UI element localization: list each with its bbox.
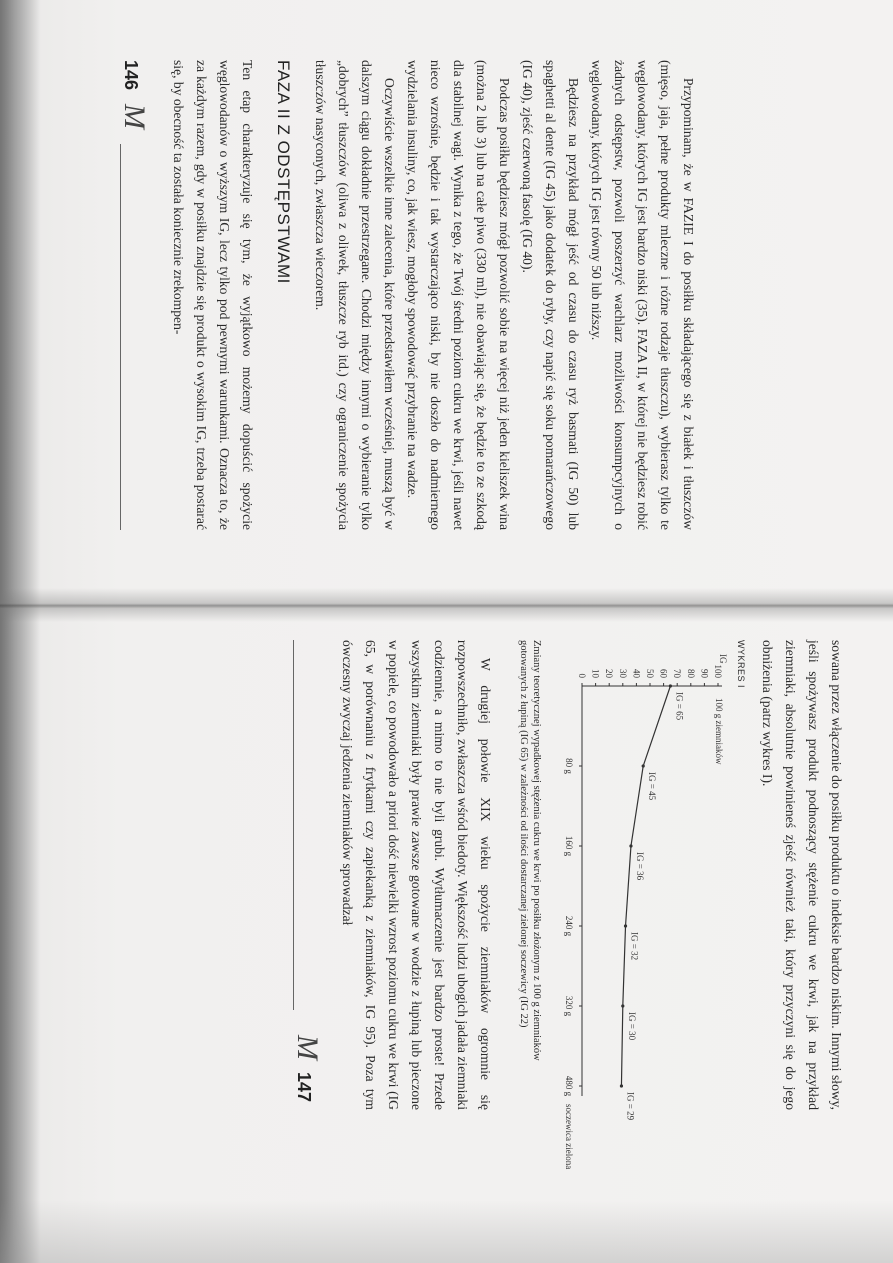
y-tick-label: 0	[577, 673, 587, 678]
page-footer	[109, 60, 149, 530]
y-tick-label: 20	[604, 669, 615, 678]
y-tick-label: 30	[617, 669, 628, 678]
page-147	[118, 640, 848, 1170]
author-monogram: M	[118, 104, 151, 129]
x-tick-label: 480 g	[564, 1075, 574, 1097]
page-number: 147	[294, 1071, 314, 1102]
x-axis-label: soczewica zielona	[564, 1104, 574, 1170]
page-footer	[282, 640, 322, 1110]
page-edge-shadow	[0, 1200, 893, 1263]
y-axis-label: IG	[718, 654, 728, 664]
y-tick-label: 40	[631, 669, 642, 678]
footer-rule	[293, 640, 294, 1010]
chart-top-label: 100 g ziemniaków	[714, 698, 724, 765]
page-146	[100, 60, 700, 530]
data-point-label: IG = 32	[629, 932, 640, 961]
y-tick-label: 90	[699, 669, 710, 678]
y-tick-label: 50	[645, 669, 655, 678]
line-chart	[552, 640, 732, 1170]
data-point	[642, 764, 645, 767]
data-point-label: IG = 45	[647, 772, 658, 801]
data-point	[669, 684, 672, 687]
author-monogram: M	[291, 1035, 324, 1060]
figure	[517, 640, 746, 1170]
y-tick-label: 10	[590, 669, 601, 678]
paragraph-potatoes: W drugiej połowie XIX wieku spożycie ziemniaków ogromnie się rozpowszechniło, zwłaszcza wśród biedoty. Większość ludzi ubogich jadała ziemniaki codziennie, a mimo to nie byli grubi. Wytłumaczenie jest bardzo proste! Przede wszystkim ziemniaki były prawie zawsze gotowane w wodzie z łupiną lub pieczone w popiele, co powodowało a priori dość niewielki wzrost poziomu cukru we krwi (IG 65, w porównaniu z frytkami czy zapiekanką z ziemniaków, IG 95). Poza tym ówczesny zwyczaj jedzenia ziemniaków sprowadzał	[340, 640, 493, 1110]
paragraph-2: Będziesz na przykład mógł jeść od czasu do czasu ryż basmati (IG 50) lub spaghetti al dente (IG 45) jako dodatek do ryby, czy napić się soku pomarańczowego (IG 40), zjeść czerwoną fasolę (IG 40).	[520, 60, 581, 530]
data-point-label: IG = 36	[634, 852, 645, 881]
data-point-label: IG = 29	[625, 1092, 636, 1121]
paragraph-4: Oczywiście wszelkie inne zalecenia, które przedstawiłem wcześniej, muszą być w dalszym ciągu dokładnie przestrzegane. Chodzi między innymi o wybieranie tylko „dobrych” tłuszczów (oliwa z oliwek, tłuszcze ryb itd.) czy ograniczenie spożycia tłuszczów nasyconych, zwłaszcza wieczorem.	[313, 60, 397, 530]
x-tick-label: 320 g	[564, 995, 574, 1017]
paragraph-3: Podczas posiłku będziesz mógł pozwolić sobie na więcej niż jeden kieliszek wina (można 2 lub 3) lub na całe piwo (330 ml), nie obawiając się, że będzie to ze szkodą dla stabilnej wagi. Wynika z tego, że Twój średni poziom cukru we krwi, jeśli nawet nieco wzrośnie, będzie i tak wystarczająco niski, by nie doszło do nadmiernego wydzielania insuliny, co, jak wiesz, mogłoby spowodować przybranie na wadze.	[405, 60, 512, 530]
figure-caption: Zmiany teoretycznej wypadkowej stężenia cukru we krwi po posiłku złożonym z 100 g ziemniaków gotowanych z łupiną (IG 65) w zależności od ilości dostarczanej zielonej soczewicy (IG 22)	[518, 640, 542, 1061]
paragraph-after-heading: Ten etap charakteryzuje się tym, że wyjątkowo możemy dopuścić spożycie węglowodanów o wyższym IG, lecz tylko pod pewnymi warunkami. Oznacza to, że za każdym razem, gdy w posiłku znajdzie się produkt o wysokim IG, trzeba postarać się, by obecność ta została koniecznie zrekompen-	[171, 60, 255, 530]
y-tick-label: 80	[685, 669, 696, 678]
data-point	[629, 844, 632, 847]
data-point-label: IG = 65	[674, 692, 685, 721]
section-heading: FAZA II Z ODSTĘPSTWAMI	[274, 60, 293, 284]
scan-edge-shadow	[0, 0, 40, 1263]
x-tick-label: 240 g	[564, 915, 574, 937]
x-tick-label: 160 g	[564, 835, 574, 857]
book-gutter	[0, 588, 893, 622]
y-tick-label: 60	[658, 669, 669, 678]
figure-title: WYKRES I	[736, 640, 746, 689]
data-point	[620, 1084, 623, 1087]
data-point-label: IG = 30	[626, 1012, 637, 1041]
paragraph-1: Przypominam, że w FAZIE I do posiłku składającego się z białek i tłuszczów (mięso, jaja, pełne produkty mleczne i różne rodzaje tłuszczu), wybierasz tylko te węglowodany, których IG jest bardzo niski (35). FAZA II, w której nie będziesz robić żadnych odstępstw, pozwoli poszerzyć wachlarz możliwości konsumpcyjnych o węglowodany, których IG jest równy 50 lub niższy.	[589, 60, 696, 530]
y-tick-label: 70	[672, 669, 683, 678]
x-tick-label: 80 g	[564, 758, 574, 774]
y-tick-label: 100	[713, 664, 723, 678]
data-point	[621, 1004, 624, 1007]
intro-paragraph: sowana przez włączenie do posiłku produktu o indeksie bardzo niskim. Innymi słowy, jeśli spożywasz produkt podnoszący stężenie cukru we krwi, jak na przykład ziemniaki, absolutnie powinieneś zjeść również taki, który przyczyni się do jego obniżenia (patrz wykres I).	[760, 640, 844, 1110]
page-number: 146	[121, 60, 141, 91]
footer-rule	[120, 144, 121, 530]
data-point	[624, 924, 627, 927]
